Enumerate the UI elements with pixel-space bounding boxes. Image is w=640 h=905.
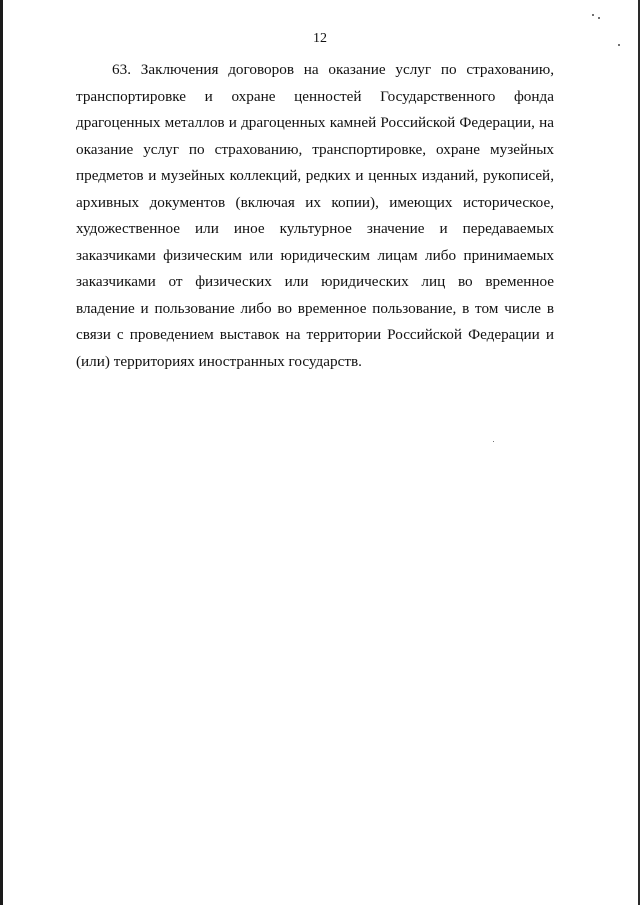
page-number: 12	[313, 31, 327, 46]
scan-edge-left	[0, 0, 3, 905]
paragraph-63: 63. Заключения договоров на оказание услуг по страхованию, транспортировке и охране ценностей Государственного фонда драгоценных металлов и драгоценных камней Российской Федерации, на оказание услуг по страхованию, транспортировке, охране музейных предметов и музейных коллекций, редких и ценных изданий, рукописей, архивных документов (включая их копии), имеющих историческое, художественное или иное культурное значение и передаваемых заказчиками физическим или юридическим лицам либо принимаемых заказчиками от физических или юридических лиц во временное владение и пользование либо во временное пользование, в том числе в связи с проведением выставок на территории Российской Федерации и (или) территориях иностранных государств.	[76, 61, 554, 370]
scan-speck	[493, 441, 494, 442]
scan-speck	[592, 14, 594, 16]
scan-speck	[598, 17, 600, 19]
